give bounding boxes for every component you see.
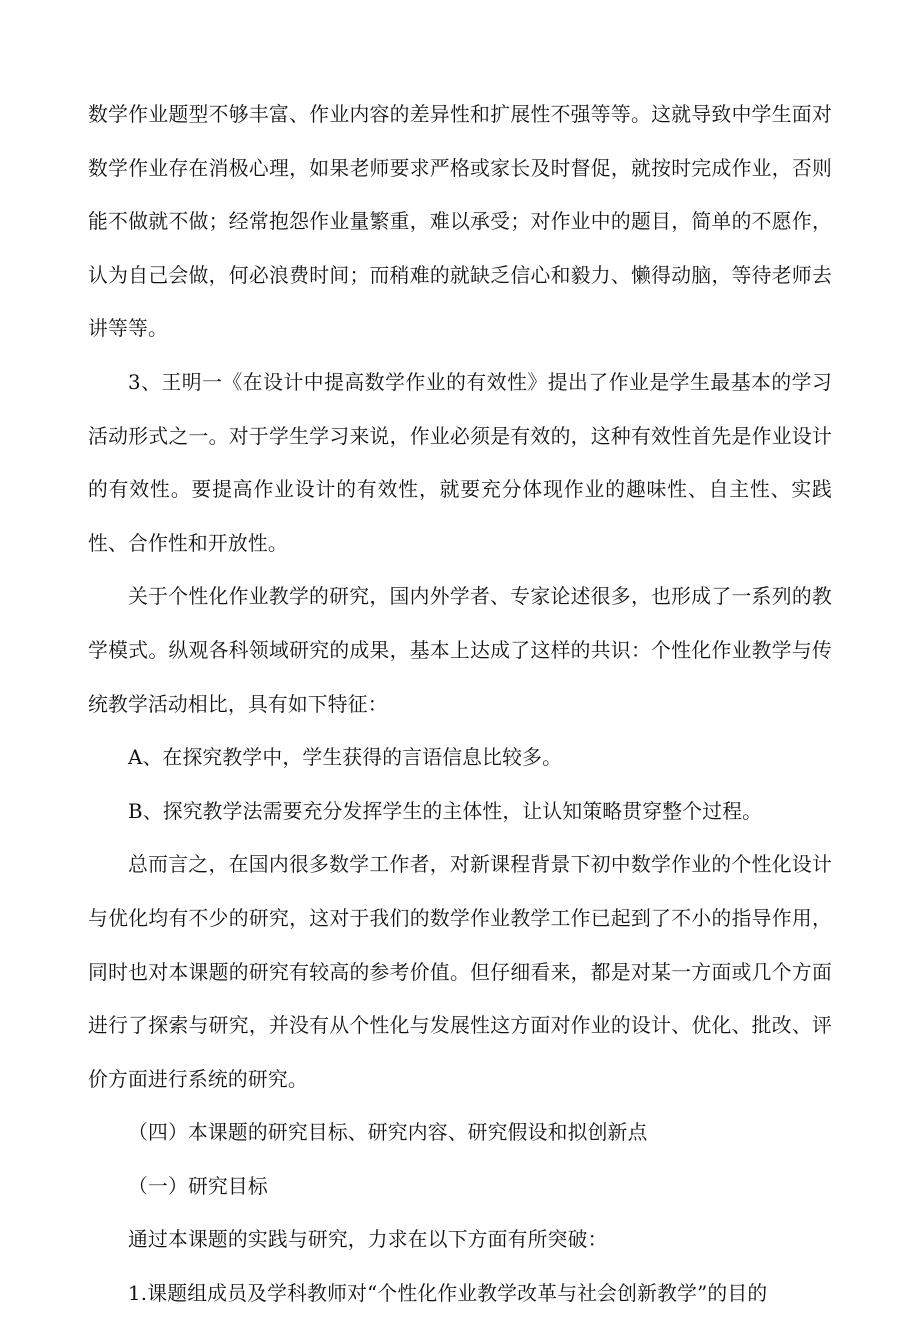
- paragraph-wang-mingyi: 3、王明一《在设计中提高数学作业的有效性》提出了作业是学生最基本的学习活动形式之一。对于学生学习来说，作业必须是有效的，这种有效性首先是作业设计的有效性。要提高作业设计的有效性，就要充分体现作业的趣味性、自主性、实践性、合作性和开放性。: [88, 370, 832, 555]
- section-heading-research-goal: （一）研究目标: [128, 1174, 268, 1198]
- section-heading-four: （四）本课题的研究目标、研究内容、研究假设和拟创新点: [128, 1121, 648, 1145]
- paragraph-feature-a: A、在探究教学中，学生获得的言语信息比较多。: [128, 746, 563, 770]
- paragraph-summary: 总而言之，在国内很多数学工作者，对新课程背景下初中数学作业的个性化设计与优化均有不少的研究，这对于我们的数学作业教学工作已起到了不小的指导作用，同时也对本课题的研究有较高的参考价值。但仔细看来，都是对某一方面或几个方面进行了探索与研究，并没有从个性化与发展性这方面对作业的设计、优化、批改、评价方面进行系统的研究。: [88, 853, 832, 1091]
- paragraph-goal-intro: 通过本课题的实践与研究，力求在以下方面有所突破：: [128, 1228, 608, 1252]
- body-text: [88, 88, 832, 1321]
- paragraph-feature-b: B、探究教学法需要充分发挥学生的主体性，让认知策略贯穿整个过程。: [128, 799, 763, 823]
- paragraph-goal-1: 1.课题组成员及学科教师对“个性化作业教学改革与社会创新教学”的目的: [128, 1282, 768, 1306]
- paragraph-continuation: 数学作业题型不够丰富、作业内容的差异性和扩展性不强等等。这就导致中学生面对数学作业存在消极心理，如果老师要求严格或家长及时督促，就按时完成作业，否则能不做就不做；经常抱怨作业量繁重，难以承受；对作业中的题目，简单的不愿作，认为自己会做，何必浪费时间；而稍难的就缺乏信心和毅力、懒得动脑，等待老师去讲等等。: [88, 103, 832, 341]
- paragraph-research-overview: 关于个性化作业教学的研究，国内外学者、专家论述很多，也形成了一系列的教学模式。纵观各科领域研究的成果，基本上达成了这样的共识：个性化作业教学与传统教学活动相比，具有如下特征：: [88, 585, 832, 716]
